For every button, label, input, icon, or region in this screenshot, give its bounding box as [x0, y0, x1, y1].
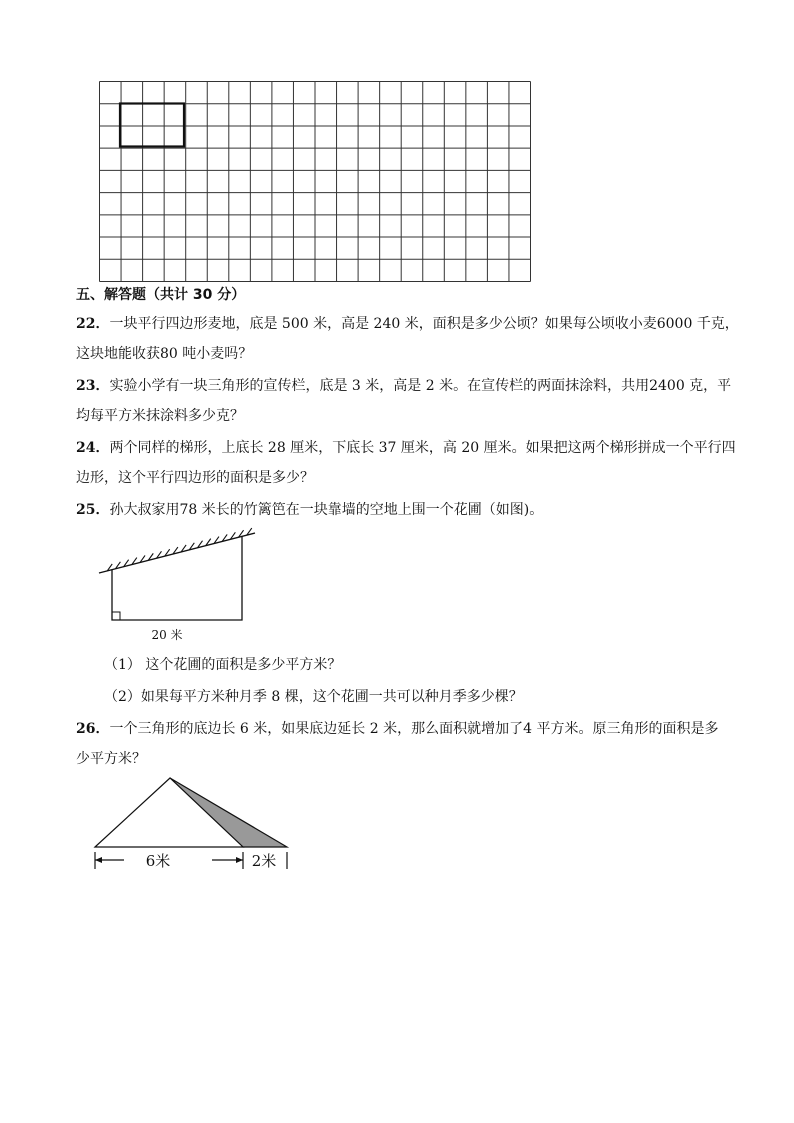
q22-line2: 这块地能收获80 吨小麦吗？	[76, 346, 253, 362]
q23-line1	[76, 375, 731, 395]
q25-text-1: 孙大叔家用78 米长的竹篱笆在一块靠墙的空地上围一个花圃（如图)。	[109, 502, 544, 518]
q26-number: 26．	[76, 721, 110, 737]
q25-sub1: （1） 这个花圃的面积是多少平方米？	[104, 657, 342, 673]
q25-sub2: （2）如果每平方米种月季 8 棵，这个花圃一共可以种月季多少棵？	[104, 689, 523, 705]
q26-line2: 少平方米？	[76, 751, 146, 767]
q26-line1	[76, 718, 718, 738]
garden-base-label: 20 米	[151, 628, 183, 642]
grid-figure	[98, 80, 532, 283]
q24-number: 24．	[76, 440, 110, 456]
q25-number: 25．	[76, 502, 110, 518]
q24-line1	[76, 437, 736, 457]
q23-line2: 均每平方米抹涂料多少克？	[76, 408, 244, 424]
label-2m: 2米	[251, 852, 277, 870]
label-6m: 6米	[145, 852, 171, 870]
q22-text-1: 一块平行四边形麦地，底是 500 米，高是 240 米，面积是多少公顷？如果每公顷收小麦6000 千克，	[109, 316, 739, 332]
wall-hatching	[107, 528, 252, 571]
grid-rectangle	[120, 104, 184, 147]
triangle-figure	[88, 772, 298, 877]
arrowhead-right	[236, 857, 243, 863]
arrowhead-left	[95, 857, 102, 863]
q24-line2: 边形，这个平行四边形的面积是多少？	[76, 470, 314, 486]
q24-text-1: 两个同样的梯形，上底长 28 厘米，下底长 37 厘米，高 20 厘米。如果把这两个梯形拼成一个平行四	[109, 440, 736, 456]
garden-figure	[95, 525, 265, 645]
q26-text-1: 一个三角形的底边长 6 米，如果底边延长 2 米，那么面积就增加了4 平方米。原三角形的面积是多	[109, 721, 719, 737]
q22-line1	[76, 313, 739, 333]
grid-lines	[100, 82, 531, 282]
right-angle-mark	[112, 612, 120, 620]
q23-number: 23．	[76, 378, 110, 394]
wall-line	[99, 533, 255, 573]
q22-number: 22．	[76, 316, 110, 332]
q23-text-1: 实验小学有一块三角形的宣传栏，底是 3 米，高是 2 米。在宣传栏的两面抹涂料，共用2400 克，平	[109, 378, 732, 394]
q25-line1	[76, 499, 543, 519]
section-title: 五、解答题（共计 30 分）	[76, 287, 246, 303]
